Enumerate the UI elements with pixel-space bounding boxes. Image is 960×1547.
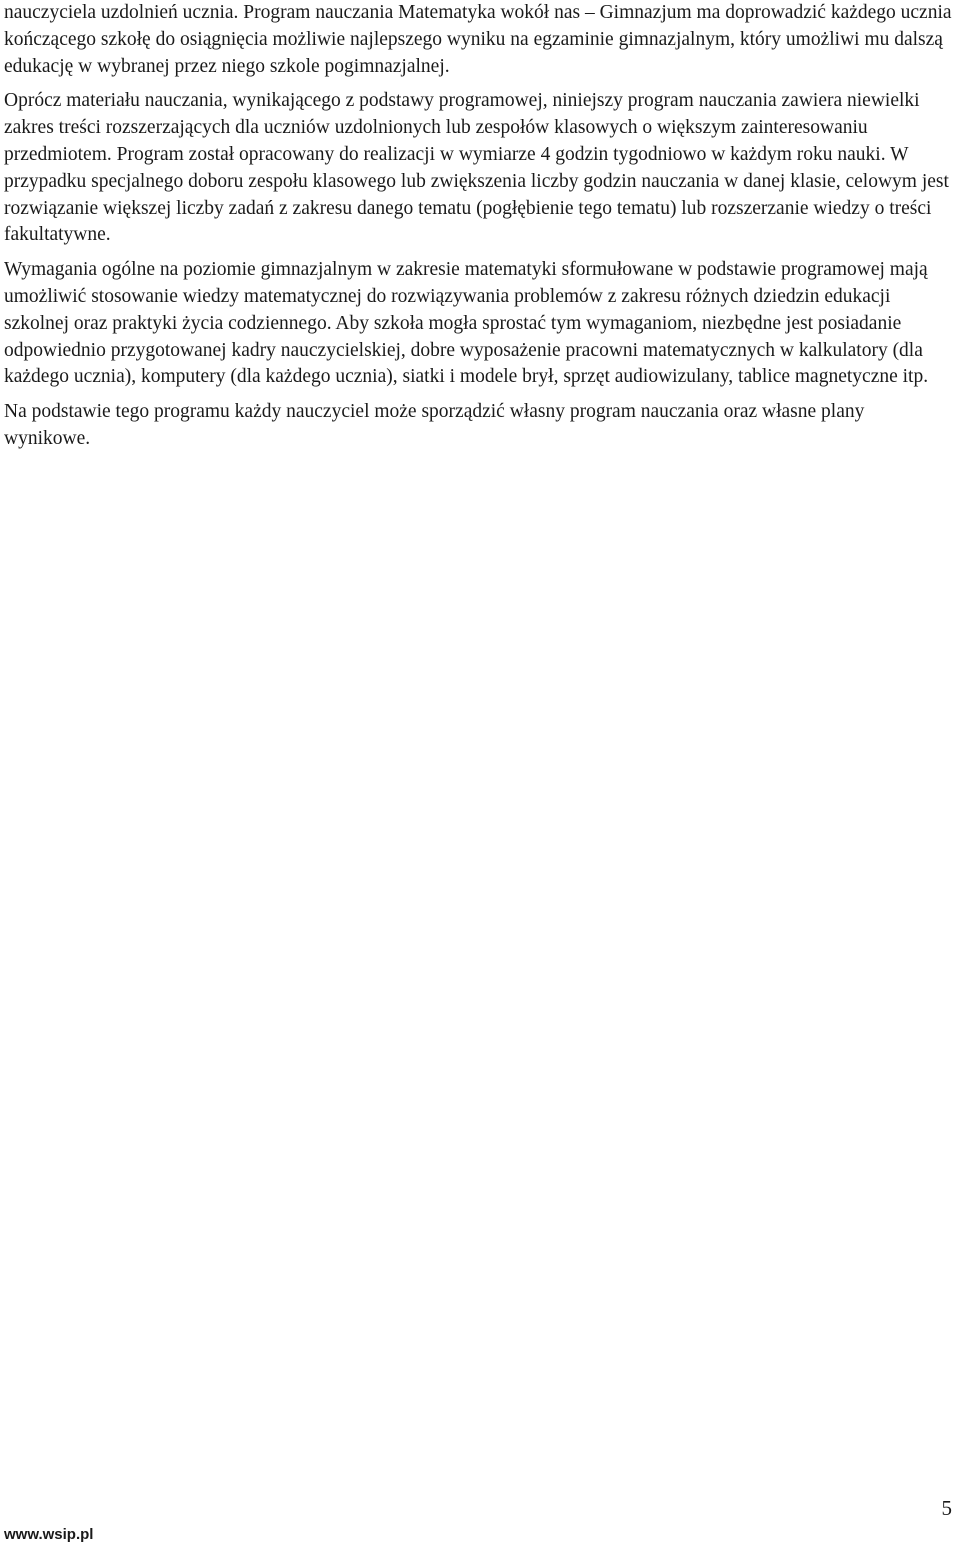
document-page — [4, 0, 952, 453]
paragraph-requirements: Wymagania ogólne na poziomie gimnazjalnym w zakresie matematyki sformułowane w podstawie programowej mają umożliwić stosowanie wiedzy matematycznej do rozwiązywania problemów z zakresu różnych dziedzin edukacji szkolnej oraz praktyki życia codziennego. Aby szkoła mogła sprostać tym wymaganiom, niezbędne jest posiadanie odpowiednio przygotowanej kadry nauczycielskiej, dobre wyposażenie pracowni matematycznych w kalkulatory (dla każdego ucznia), komputery (dla każdego ucznia), siatki i modele brył, sprzęt audiowizulany, tablice magnetyczne itp. — [4, 259, 929, 388]
paragraph-conclusion: Na podstawie tego programu każdy nauczyciel może sporządzić własny program nauczania oraz własne plany wynikowe. — [4, 401, 865, 449]
page-number: 5 — [941, 1496, 952, 1520]
paragraph-scope: Oprócz materiału nauczania, wynikającego z podstawy programowej, niniejszy program nauczania zawiera niewielki zakres treści rozszerzających dla uczniów uzdolnionych lub zespołów klasowych o większym zainteresowaniu przedmiotem. Program został opracowany do realizacji w wymiarze 4 godzin tygodniowo w każdym roku nauki. W przypadku specjalnego doboru zespołu klasowego lub zwiększenia liczby godzin nauczania w danej klasie, celowym jest rozwiązanie większej liczby zadań z zakresu danego tematu (pogłębienie tego tematu) lub rozszerzanie wiedzy o treści fakultatywne. — [4, 90, 949, 246]
footer-url[interactable]: www.wsip.pl — [4, 1526, 94, 1543]
paragraph-intro: nauczyciela uzdolnień ucznia. Program nauczania Matematyka wokół nas – Gimnazjum ma doprowadzić każdego ucznia kończącego szkołę do osiągnięcia możliwie najlepszego wyniku na egzaminie gimnazjalnym, który umożliwi mu dalszą edukację w wybranej przez niego szkole pogimnazjalnej. — [4, 2, 952, 77]
